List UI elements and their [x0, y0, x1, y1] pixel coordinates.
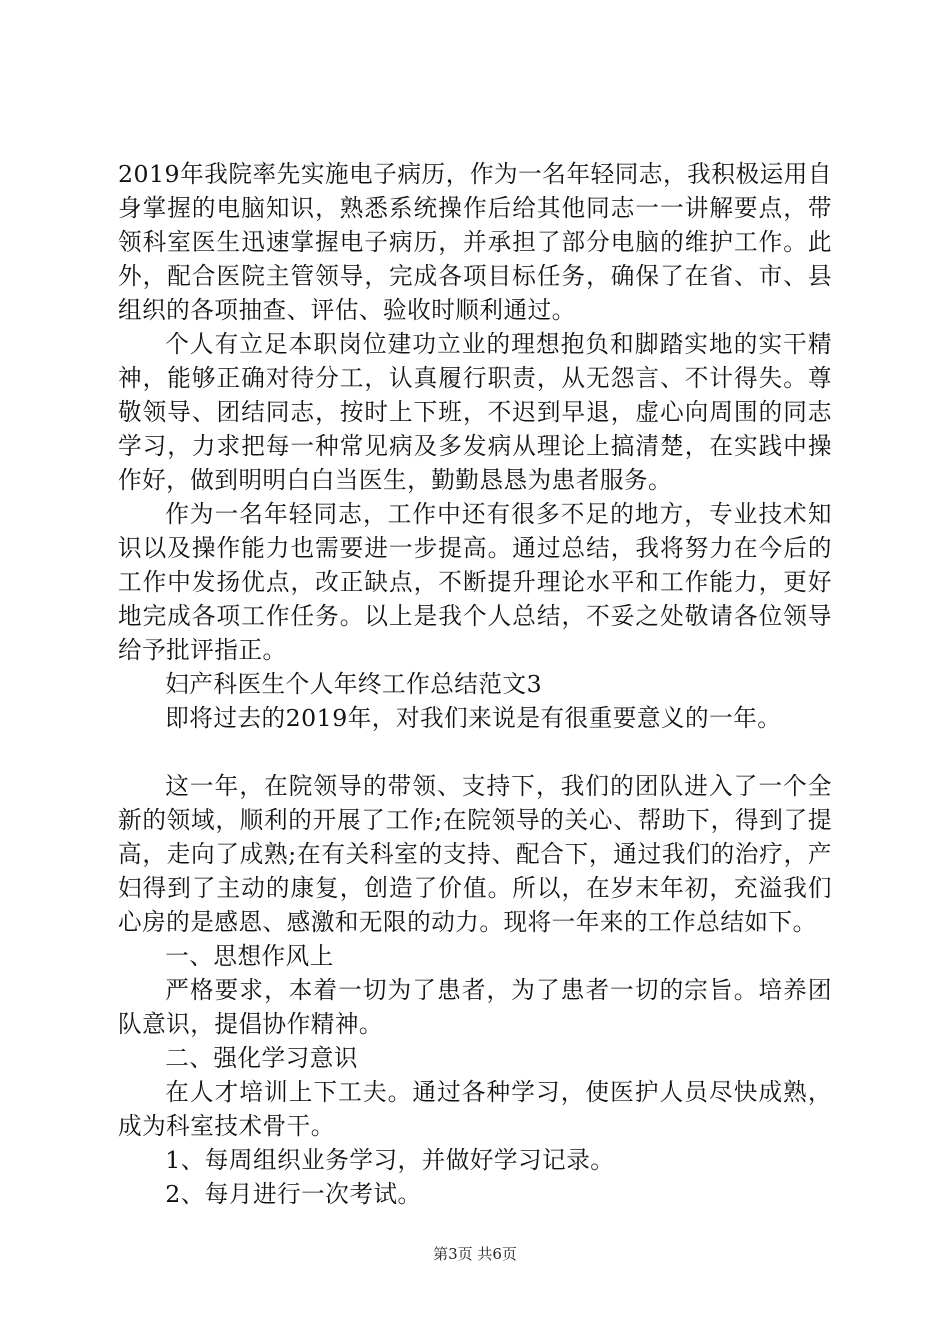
paragraph-personal-spirit: 个人有立足本职岗位建功立业的理想抱负和脚踏实地的实干精神，能够正确对待分工，认真履行职责，从无怨言、不计得失。尊敬领导、团结同志，按时上下班，不迟到早退，虚心向周围的同志学习，力求把每一种常见病及多发病从理论上搞清楚，在实践中操作好，做到明明白白当医生，勤勤恳恳为患者服务。 [118, 330, 832, 494]
document-body [118, 157, 832, 1211]
list-item-weekly-study: 1、每周组织业务学习，并做好学习记录。 [165, 1146, 615, 1174]
paragraph-electronic-records: 2019年我院率先实施电子病历，作为一名年轻同志，我积极运用自身掌握的电脑知识，熟悉系统操作后给其他同志一一讲解要点，带领科室医生迅速掌握电子病历，并承担了部分电脑的维护工作。此外，配合医院主管领导，完成各项目标任务，确保了在省、市、县组织的各项抽查、评估、验收时顺利通过。 [118, 160, 832, 324]
blank-line [118, 735, 832, 769]
heading-ideology: 一、思想作风上 [165, 942, 334, 970]
paragraph-training: 在人才培训上下工夫。通过各种学习，使医护人员尽快成熟，成为科室技术骨干。 [118, 1078, 832, 1140]
paragraph-year-intro: 即将过去的2019年，对我们来说是有很重要意义的一年。 [165, 704, 782, 732]
section-title-sample-3: 妇产科医生个人年终工作总结范文3 [165, 670, 543, 698]
page-number-footer: 第3页 共6页 [433, 1245, 517, 1263]
paragraph-strict-requirements: 严格要求，本着一切为了患者，为了患者一切的宗旨。培养团队意识，提倡协作精神。 [118, 976, 832, 1038]
heading-learning: 二、强化学习意识 [165, 1044, 358, 1072]
list-item-monthly-exam: 2、每月进行一次考试。 [165, 1180, 422, 1208]
paragraph-team-review: 这一年，在院领导的带领、支持下，我们的团队进入了一个全新的领域，顺利的开展了工作;在院领导的关心、帮助下，得到了提高，走向了成熟;在有关科室的支持、配合下，通过我们的治疗，产妇得到了主动的康复，创造了价值。所以，在岁末年初，充溢我们心房的是感恩、感激和无限的动力。现将一年来的工作总结如下。 [118, 772, 832, 936]
paragraph-shortcomings: 作为一名年轻同志，工作中还有很多不足的地方，专业技术知识以及操作能力也需要进一步提高。通过总结，我将努力在今后的工作中发扬优点，改正缺点，不断提升理论水平和工作能力，更好地完成各项工作任务。以上是我个人总结，不妥之处敬请各位领导给予批评指正。 [118, 500, 832, 664]
